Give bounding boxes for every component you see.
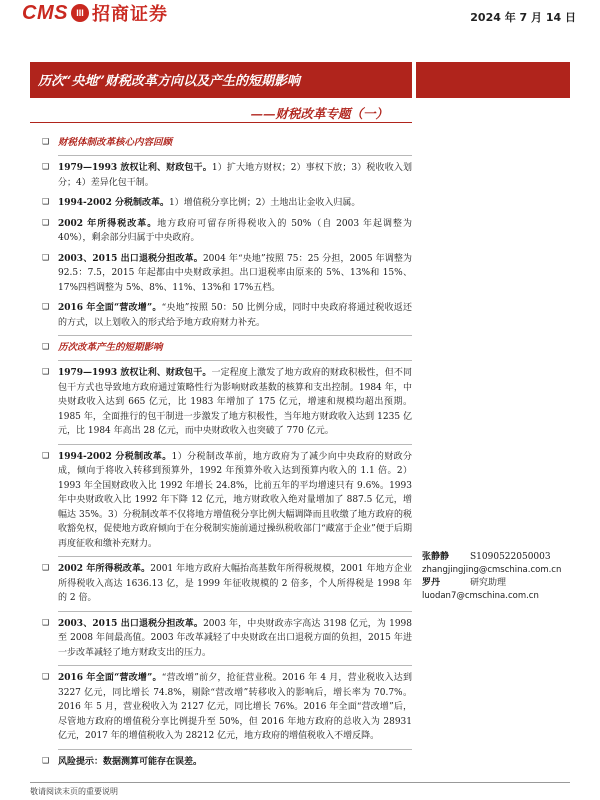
impact-item: ❑ 2002 年所得税改革。2001 年地方政府大幅抬高基数年所得税规模，2001 年地方企业所得税收入高达 1636.13 亿，是 1999 年征收规模的 2 倍多，个人所得税是 1998 年的 2 倍。 [42,563,412,603]
square-bullet-icon: ❑ [42,617,50,627]
logo-chinese: 招商证券 [91,4,168,25]
impact-item: ❑ 1994-2002 分税制改革。1）分税制改革前，地方政府为了减少向中央政府的财政分成，倾向于将收入转移到预算外，1992 年预算外收入达到预算内收入的 1.1 倍。2）1993 年全国财政收入比 1992 年增长 24.8%，比前五年的平均增速只有 9.6%。1993 年中央财政收入比 1992 年下降 12 亿元，地方财政收入绝对量增加了 887.5 亿元，增幅达 35%。3）分税制改革不仅将地方增值税分享比例大幅调降而且收缴了地方政府的税收豁免权，促使地方政府倾向于在分税制实施前通过操纵税收部门“藏富于企业”便于后期再度征收和缴补充财力。 [42,450,413,549]
author-email[interactable]: zhangjingjing@cmschina.com.cn [422,565,562,575]
section-heading: ❑ 历次改革产生的短期影响 [42,342,163,353]
company-logo [22,0,168,26]
report-title: 历次“央地”财税改革方向以及产生的短期影响 [38,74,300,89]
square-bullet-icon: ❑ [42,137,50,146]
report-subtitle: ——财税改革专题（一） [250,106,388,121]
main-content [42,136,412,769]
footer-note: 敬请阅读末页的重要说明 [30,787,118,796]
square-bullet-icon: ❑ [42,197,50,206]
square-bullet-icon: ❑ [42,162,50,171]
impact-item: ❑ 1979—1993 放权让利、财政包干。一定程度上激发了地方政府的财政积极性，但不同包干方式也导致地方政府通过策略性行为影响财政基数的核算和支出控制。1984 年，中央财政收入达到 665 亿元，比 1983 年增加了 175 亿元，增速和规模均超出预期。1985 年，全面推行的包干制进一步激发了地方积极性，当年地方财政收入达到 1235 亿元，比 1984 年高出 28 亿元，而中央财政收入也突破了 770 亿元。 [42,367,412,436]
square-bullet-icon: ❑ [42,367,50,376]
title-banner [30,62,412,98]
section-heading: ❑ 财税体制改革核心内容回顾 [42,137,173,148]
summary-item: ❑ 1979—1993 放权让利、财政包干。1）扩大地方财权；2）事权下放；3）税收收入划分；4）差异化包干制。 [42,162,412,188]
square-bullet-icon: ❑ [42,342,50,351]
square-bullet-icon: ❑ [42,302,50,311]
author-row [422,551,580,564]
square-bullet-icon: ❑ [42,672,50,681]
footer-divider [30,782,570,783]
divider [58,335,412,336]
author-id: S1090522050003 [470,552,551,562]
author-email[interactable]: luodan7@cmschina.com.cn [422,591,539,601]
subtitle-divider [30,122,412,123]
divider [58,611,412,612]
author-row [422,577,580,590]
author-role: 研究助理 [470,578,507,588]
divider [58,444,412,445]
divider [58,155,412,156]
square-bullet-icon: ❑ [42,563,50,572]
impact-item: ❑ 2003、2015 出口退税分担改革。2003 年，中央财政赤字高达 3198 亿元，为 1998 至 2008 年间最高值。2003 年改革减轻了中央财政在出口退税方面的负担，2015 年进一步改革减轻了地方财政支出的压力。 [42,617,412,658]
summary-item: ❑ 2016 年全面“营改增”。“央地”按照 50：50 比例分成，同时中央政府将通过税收返还的方式，以上划收入的形式给予地方政府财力补充。 [42,302,412,328]
square-bullet-icon: ❑ [42,252,50,262]
square-bullet-icon: ❑ [42,217,50,227]
logo-badge-icon: III [71,4,89,22]
author-name: 张静静 [422,552,450,562]
author-block [422,551,580,603]
square-bullet-icon: ❑ [42,450,50,460]
divider [58,665,412,666]
summary-item: ❑ 2002 年所得税改革。地方政府可留存所得税收入的 50%（自 2003 年起调整为 40%），剩余部分归属于中央政府。 [42,217,412,243]
logo-latin: CMS [22,1,68,24]
impact-item: ❑ 2016 年全面“营改增”。“营改增”前夕，抢征营业税。2016 年 4 月，营业税收入达到 3227 亿元，同比增长 74.8%，剔除“营改增”转移收入的影响后，增长率为 70.7%。2016 年 5 月，营业税收入为 2127 亿元，同比增长 76%。2016 年全面“营改增”后，尽管地方政府的增值税分享比例提升至 50%，但 2016 年地方政府的总收入为 28931 亿元，2017 年的增值税收入为 28212 亿元，地方政府的增值税收入不增反降。 [42,672,412,741]
title-banner-right [416,62,570,98]
square-bullet-icon: ❑ [42,755,50,765]
risk-warning: ❑ 风险提示：数据测算可能存在误差。 [42,755,203,767]
divider [58,360,412,361]
divider [58,749,412,750]
report-date: 2024 年 7 月 14 日 [470,11,576,24]
author-name: 罗丹 [422,578,441,588]
divider [58,556,412,557]
summary-item: ❑ 1994-2002 分税制改革。1）增值税分享比例；2）土地出让金收入归属。 [42,197,361,208]
summary-item: ❑ 2003、2015 出口退税分担改革。2004 年“央地”按照 75：25 分担，2005 年调整为 92.5：7.5，2015 年起都由中央财政承担。出口退税率由原来的 5%、13%和 15%、17%四档调整为 5%、8%、11%、13%和 17%五档。 [42,252,412,293]
